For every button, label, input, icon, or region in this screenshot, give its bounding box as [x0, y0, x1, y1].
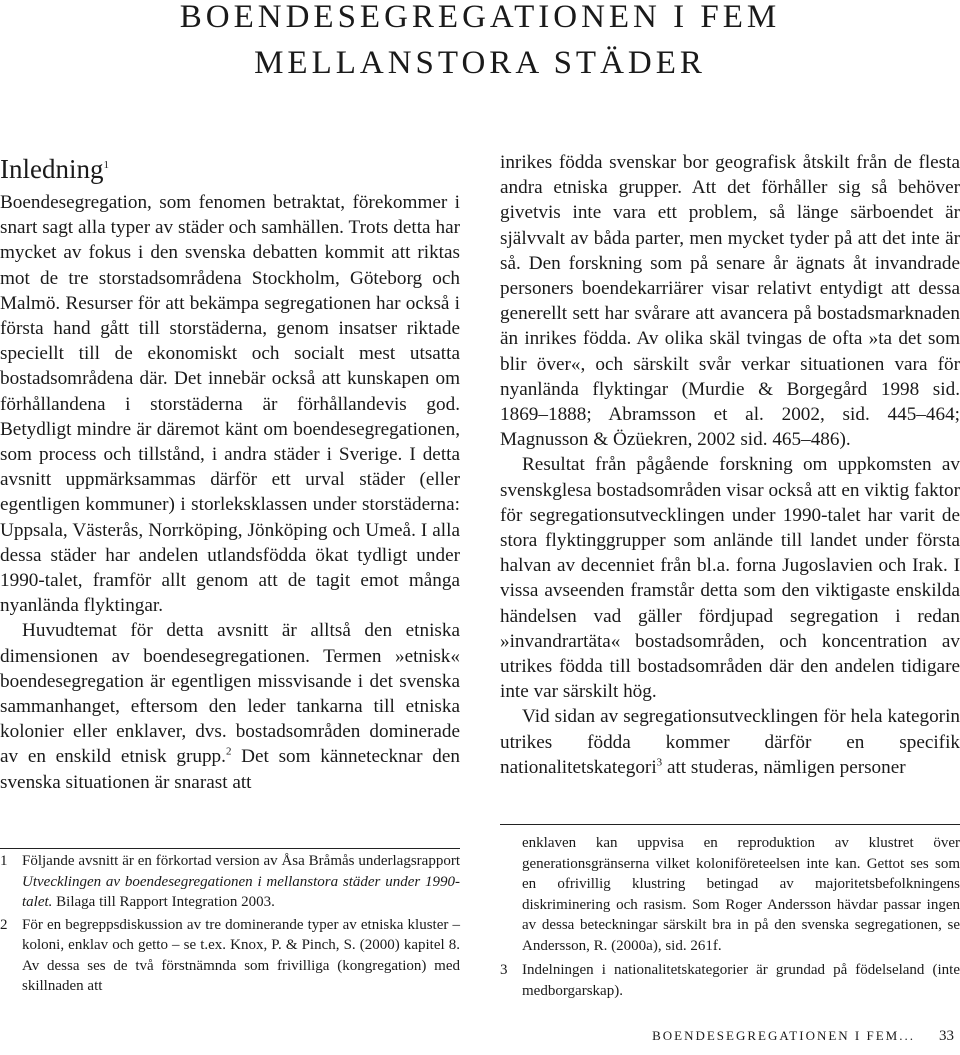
footnote-ref-1: 1: [103, 159, 109, 171]
footnote: [0, 915, 460, 997]
paragraph: inrikes födda svenskar bor geografisk åtskilt från de flesta andra etniska grupper. Att det förhåller sig så behöver givetvis inte vara ett problem, så länge särboendet är självvalt av båda parter, men mycket tyder på att det inte är så. Den forskning som på senare år ägnats åt invandrade personers boendekarriärer visar relativt entydigt att dessa generellt sett har svårare att avancera på bostadsmarknaden än inrikes födda. Av olika skäl tvingas de ofta »ta det som blir över«, och särskilt svår verkar situationen vara för nyanlända flyktingar (Murdie & Borgegård 1998 sid. 1869–1888; Abramsson et al. 2002, sid. 445–464; Magnusson & Özüekren, 2002 sid. 465–486).: [500, 152, 960, 451]
paragraph-text: Huvudtemat för detta avsnitt är alltså den etniska dimensionen av boendesegregationen. Termen »etnisk« boendesegregation är egentligen missvisande i det svenska sammanhanget, eftersom den leder tankarna till etniska kolonier eller enklaver, dvs. bostadsområden dominerade av en enskild etnisk grupp.: [0, 620, 460, 768]
paragraph: [0, 618, 460, 794]
footnote-text: För en begreppsdiskussion av tre dominerande typer av etniska kluster – koloni, enklav och getto – se t.ex. Knox, P. & Pinch, S. (2000) kapitel 8. Av dessa ses de två förstnämnda som frivilliga (kongregation) med skillnaden att: [22, 916, 460, 994]
chapter-title-line-2: MELLANSTORA STÄDER: [254, 45, 706, 81]
paragraph-text: att studeras, nämligen personer: [662, 756, 906, 778]
right-column: [500, 150, 960, 780]
footnote-text: Följande avsnitt är en förkortad version av Åsa Bråmås underlagsrapport: [22, 853, 460, 869]
section-heading: [0, 152, 460, 186]
footnote-continuation: enklaven kan uppvisa en reproduktion av klustret över generationsgränserna vilket koloniföreteelsen inte kan. Gettot ses som en ofrivillig klustring betingad av majoritetsbefolkningens diskriminering och rasism. Som Roger Andersson hävdar passar ingen av dessa beteckningar särskilt bra in på den svenska segregationen, se Andersson, R. (2000a), sid. 261f.: [522, 835, 960, 954]
footnote-text: Indelningen i nationalitetskategorier är grundad på födelseland (inte medborgarskap).: [522, 962, 960, 999]
page-number: 33: [939, 1028, 954, 1044]
chapter-title: [0, 0, 960, 86]
footnote: [500, 960, 960, 1001]
footnote-ref-3: 3: [656, 756, 663, 769]
footnote: [0, 851, 460, 913]
paragraph: Boendesegregation, som fenomen betraktat, förekommer i snart sagt alla typer av städer och samhällen. Trots detta har mycket av fokus i den svenska debatten kommit att riktas mot de tre storstadsområdena Stockholm, Göteborg och Malmö. Resurser för att bekämpa segregationen har också i första hand gått till storstäderna, genom insatser riktade speciellt till de ekonomiskt och socialt mest utsatta bostadsområdena där. Det innebär också att kunskapen om förhållandena i storstäderna är förhållandevis god. Betydligt mindre är däremot känt om boendesegregationen, som process och tillstånd, i andra städer i Sverige. I detta avsnitt uppmärksammas därför ett urval städer (eller egentligen kommuner) i storleksklassen under storstäderna: Uppsala, Västerås, Norrköping, Jönköping och Umeå. I alla dessa städer har andelen utlandsfödda ökat tydligt under 1990-talet, framför allt genom att de tagit emot många nyanlända flyktingar.: [0, 192, 460, 617]
paragraph: Resultat från pågående forskning om uppkomsten av svenskglesa bostadsområden visar också att en viktig faktor för segregationsutvecklingen under 1990-talet har varit de stora flyktinggrupper som anlände till landet under första halvan av decenniet från bl.a. forna Jugoslavien och Irak. I vissa avseenden framstår detta som den viktigaste enskilda händelsen vad gäller fördjupad segregation i redan »invandrartäta« bostadsområden, och koncentration av utrikes födda till bostadsområden där den andelen tidigare inte var särskilt hög.: [500, 454, 960, 703]
paragraph-text: Det som kännetecknar den svenska situationen är snarast att: [0, 746, 460, 793]
left-column: [0, 150, 460, 795]
footnote-number: 3: [500, 962, 508, 978]
footnotes-right: [500, 824, 960, 1003]
footnotes-left: [0, 848, 460, 999]
footnote-text: Bilaga till Rapport Integration 2003.: [52, 894, 275, 910]
running-title: BOENDESEGREGATIONEN I FEM...: [652, 1028, 915, 1043]
chapter-title-line-1: BOENDESEGREGATIONEN I FEM: [179, 0, 781, 35]
paragraph: [500, 704, 960, 780]
section-heading-text: Inledning: [0, 154, 104, 184]
footnote-ref-2: 2: [225, 746, 232, 759]
footnote-title: Utvecklingen av boendesegregationen i mellanstora städer under 1990-talet.: [22, 873, 460, 910]
page-footer: [652, 1028, 954, 1045]
footnote-number: 2: [0, 916, 8, 933]
footnote-number: 1: [0, 853, 8, 869]
paragraph-text: Vid sidan av segregationsutvecklingen för hela kategorin utrikes födda kommer därför en specifik nationalitetskategori: [500, 706, 960, 778]
